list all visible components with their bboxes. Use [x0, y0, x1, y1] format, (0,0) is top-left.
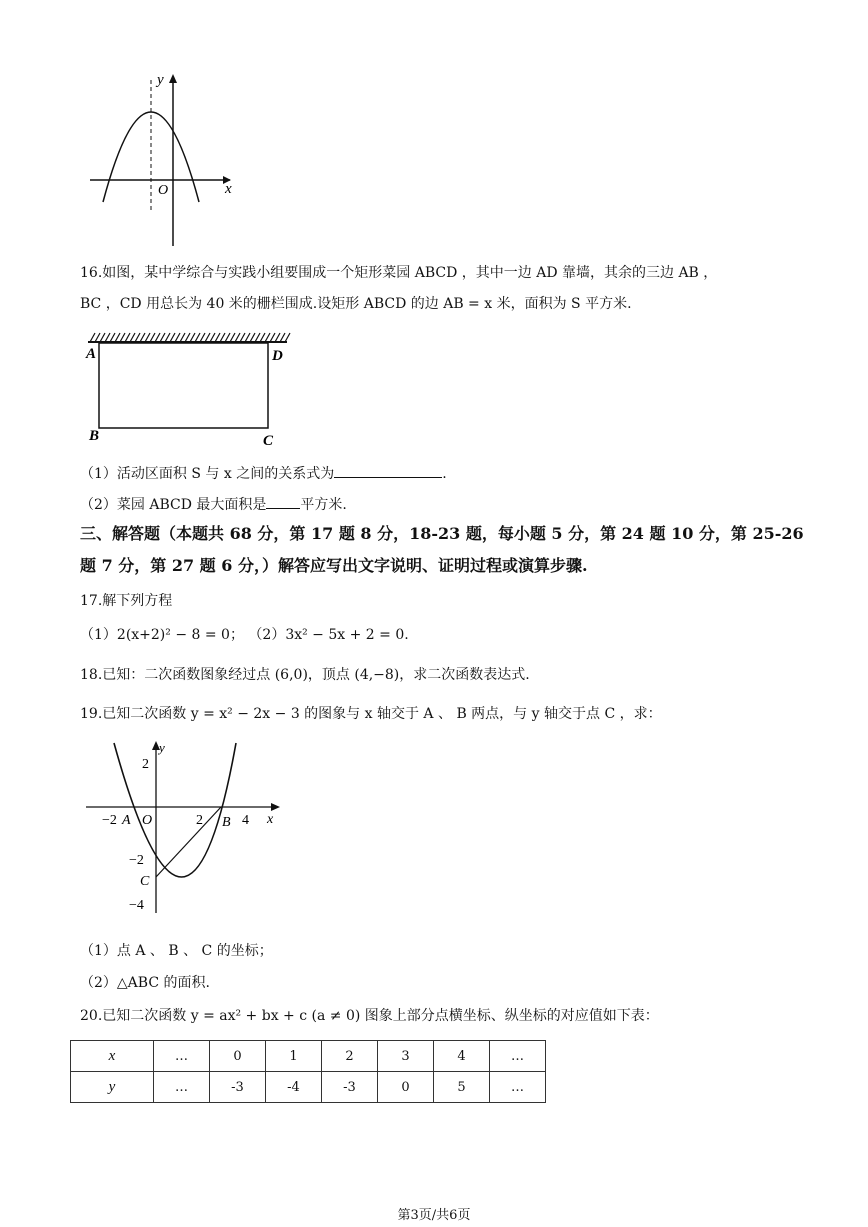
table-row-x [71, 1041, 546, 1072]
y-axis-arrow [169, 74, 177, 83]
origin-label: O [158, 183, 169, 198]
q19-parabola-figure [84, 735, 284, 915]
answer-blank-1 [334, 463, 442, 478]
tick-2-y: 2 [142, 757, 149, 772]
q16-sub1-end: . [442, 466, 447, 482]
vertex-a-label: A [86, 346, 97, 362]
q15-parabola-figure [85, 70, 245, 252]
vertex-d-label: D [272, 348, 283, 364]
tick-neg2-x: −2 [102, 813, 117, 828]
table-cell: 1 [266, 1041, 322, 1072]
q19-sub2: （2）△ABC 的面积. [80, 975, 210, 991]
y-axis-label: y [159, 740, 165, 755]
y-axis-label: y [157, 72, 164, 88]
q16-sub2-text: （2）菜园 ABCD 最大面积是 [80, 497, 267, 513]
origin-label: O [142, 813, 153, 828]
section3-heading-line2: 题 7 分，第 27 题 6 分，）解答应写出文字说明、证明过程或演算步骤. [80, 556, 588, 575]
q20-text: 20.已知二次函数 y = ax² + bx + c (a ≠ 0) 图象上部分点横坐标、纵坐标的对应值如下表： [80, 1008, 659, 1024]
table-cell: 3 [378, 1041, 434, 1072]
table-cell: … [490, 1041, 546, 1072]
x-axis-label: x [267, 812, 274, 827]
table-cell: … [154, 1041, 210, 1072]
table-cell: 0 [378, 1072, 434, 1103]
x-axis-arrow [271, 803, 280, 811]
section3-heading-line1: 三、解答题（本题共 68 分，第 17 题 8 分，18-23 题，每小题 5 分，第 24 题 10 分，第 25-26 [80, 524, 804, 543]
x-axis-label: x [225, 181, 232, 197]
table-cell: … [490, 1072, 546, 1103]
table-cell: -4 [266, 1072, 322, 1103]
q16-line2: BC ，CD 用总长为 40 米的栅栏围成.设矩形 ABCD 的边 AB = x 米，面积为 S 平方米. [80, 296, 632, 312]
point-b-label: B [222, 815, 231, 830]
point-c-label: C [140, 874, 150, 889]
q17-equations: （1）2(x+2)² − 8 = 0； （2）3x² − 5x + 2 = 0. [80, 627, 409, 643]
q17-title: 17.解下列方程 [80, 593, 173, 609]
q16-sub1 [80, 463, 447, 484]
vertex-b-label: B [89, 428, 100, 444]
table-cell: 5 [434, 1072, 490, 1103]
tick-neg2-y: −2 [129, 853, 144, 868]
table-cell: -3 [322, 1072, 378, 1103]
q16-garden-figure [82, 330, 297, 450]
tick-4-x: 4 [242, 813, 249, 828]
table-cell: 2 [322, 1041, 378, 1072]
table-row-y [71, 1072, 546, 1103]
point-a-label: A [122, 813, 131, 828]
q16-sub2-end: 平方米. [300, 497, 347, 513]
table-cell: -3 [210, 1072, 266, 1103]
tick-2-x: 2 [196, 813, 203, 828]
q16-sub1-text: （1）活动区面积 S 与 x 之间的关系式为 [80, 466, 335, 482]
table-cell: … [154, 1072, 210, 1103]
wall-hatching [90, 333, 290, 342]
q20-value-table [70, 1040, 546, 1103]
row-label-y: y [71, 1072, 154, 1103]
page-footer: 第3页/共6页 [397, 1208, 471, 1223]
vertex-c-label: C [263, 433, 274, 449]
q19-sub1: （1）点 A 、 B 、 C 的坐标； [80, 943, 273, 959]
table-cell: 4 [434, 1041, 490, 1072]
answer-blank-2 [266, 494, 300, 509]
tick-neg4-y: −4 [129, 898, 144, 913]
row-label-x: x [71, 1041, 154, 1072]
table-cell: 0 [210, 1041, 266, 1072]
garden-rectangle [99, 343, 268, 428]
q16-line1: 16.如图，某中学综合与实践小组要围成一个矩形菜园 ABCD ，其中一边 AD 靠墙，其余的三边 AB ， [80, 265, 718, 281]
q19-text: 19.已知二次函数 y = x² − 2x − 3 的图象与 x 轴交于 A 、 B 两点，与 y 轴交于点 C ，求： [80, 706, 662, 722]
q18-text: 18.已知：二次函数图象经过点 (6,0)，顶点 (4,−8)，求二次函数表达式. [80, 667, 530, 683]
q16-sub2 [80, 494, 347, 515]
